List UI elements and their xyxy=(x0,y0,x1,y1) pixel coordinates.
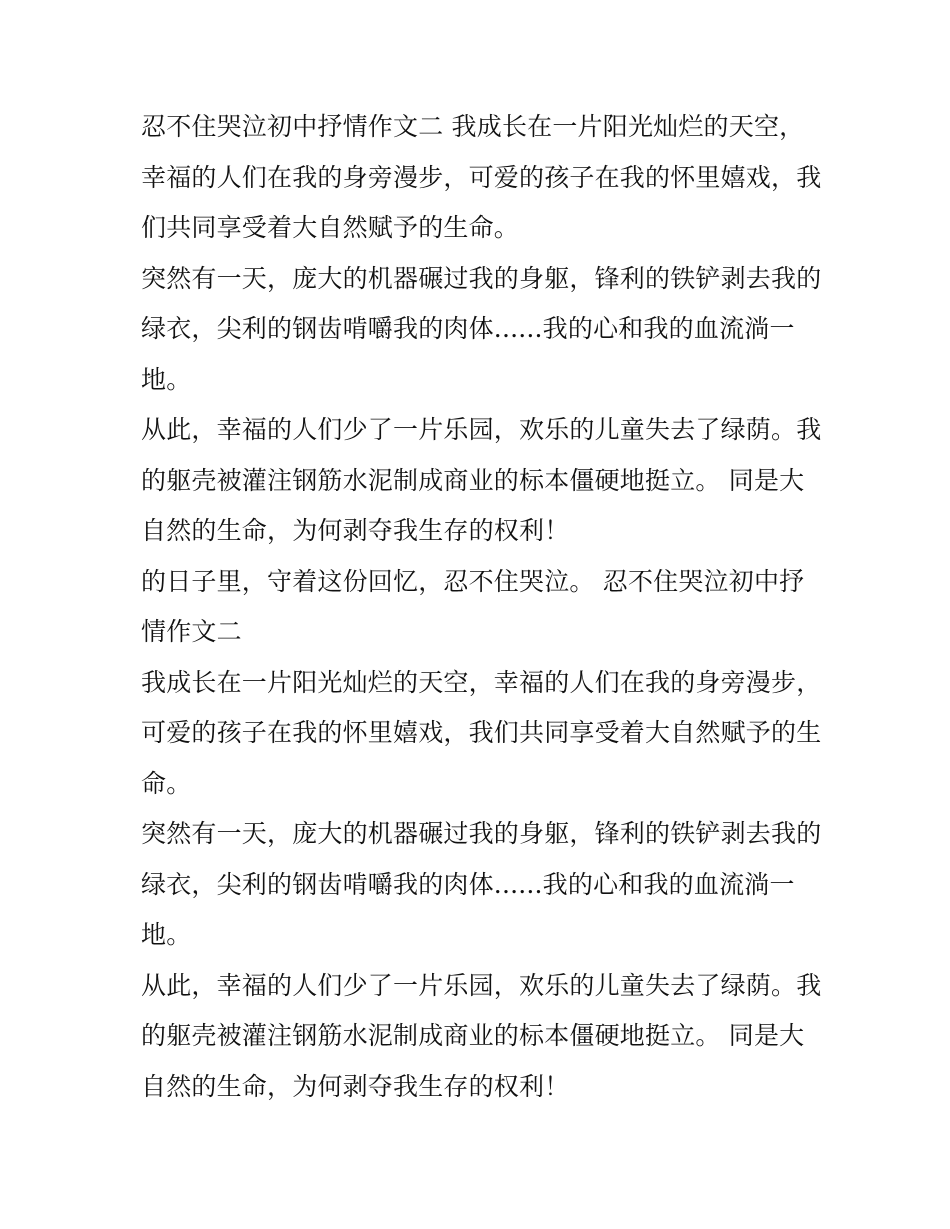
text-line: 可爱的孩子在我的怀里嬉戏，我们共同享受着大自然赋予的生 xyxy=(141,718,822,747)
text-line: 的日子里，守着这份回忆，忍不住哭泣。 忍不住哭泣初中抒 xyxy=(141,566,805,596)
text-line: 我成长在一片阳光灿烂的天空，幸福的人们在我的身旁漫步， xyxy=(141,667,822,697)
text-line: 情作文二 xyxy=(141,617,242,646)
text-line: 地。 xyxy=(141,364,192,394)
text-line: 们共同享受着大自然赋予的生命。 xyxy=(141,213,520,242)
text-line: 自然的生命，为何剥夺我生存的权利！ xyxy=(141,1071,570,1101)
text-line: 绿衣，尖利的钢齿啃嚼我的肉体......我的心和我的血流淌一 xyxy=(141,314,795,343)
essay-body xyxy=(141,102,821,1112)
text-line: 自然的生命，为何剥夺我生存的权利！ xyxy=(141,516,570,545)
text-line: 突然有一天，庞大的机器碾过我的身躯，锋利的铁铲剥去我的 xyxy=(141,263,822,293)
text-line: 地。 xyxy=(141,920,192,949)
text-line: 突然有一天，庞大的机器碾过我的身躯，锋利的铁铲剥去我的 xyxy=(141,819,822,848)
text-line: 的躯壳被灌注钢筋水泥制成商业的标本僵硬地挺立。 同是大 xyxy=(141,465,805,495)
text-line: 绿衣，尖利的钢齿啃嚼我的肉体......我的心和我的血流淌一 xyxy=(141,869,795,899)
text-line: 幸福的人们在我的身旁漫步，可爱的孩子在我的怀里嬉戏，我 xyxy=(141,162,822,192)
text-line: 忍不住哭泣初中抒情作文二 我成长在一片阳光灿烂的天空， xyxy=(141,112,805,141)
text-line: 从此，幸福的人们少了一片乐园，欢乐的儿童失去了绿荫。我 xyxy=(141,970,822,1000)
text-line: 命。 xyxy=(141,768,192,798)
text-line: 从此，幸福的人们少了一片乐园，欢乐的儿童失去了绿荫。我 xyxy=(141,415,822,444)
text-line: 的躯壳被灌注钢筋水泥制成商业的标本僵硬地挺立。 同是大 xyxy=(141,1021,805,1050)
